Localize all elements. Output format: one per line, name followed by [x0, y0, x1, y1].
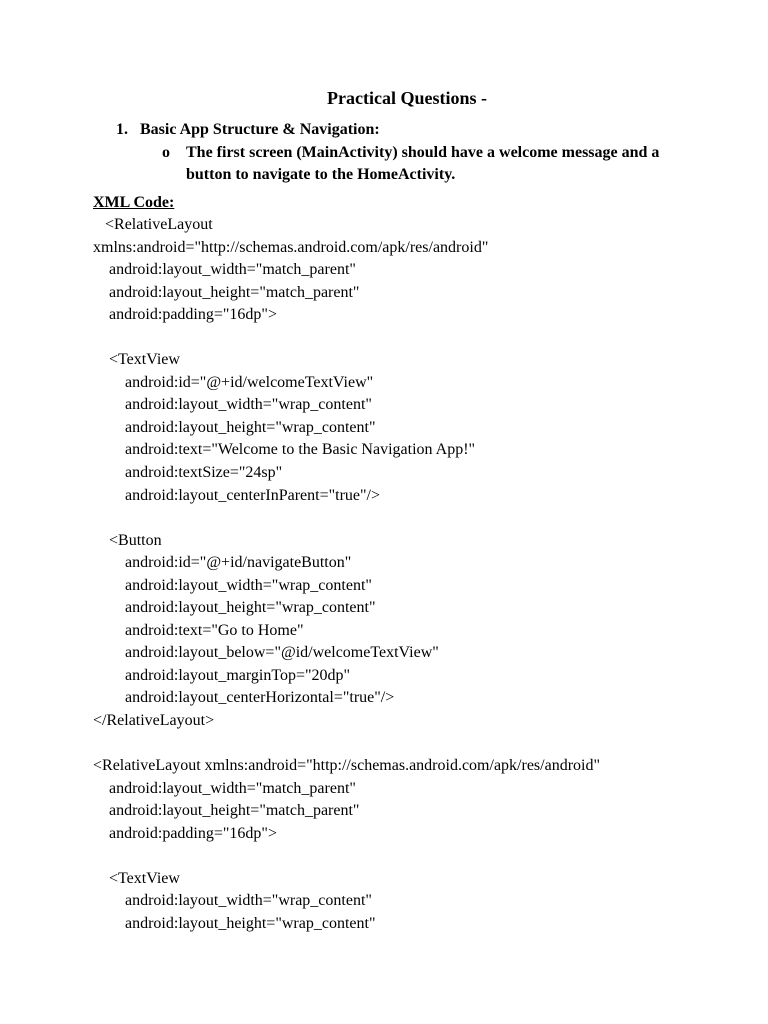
code-line: android:layout_centerHorizontal="true"/> — [93, 689, 395, 707]
code-line: android:layout_centerInParent="true"/> — [93, 486, 381, 504]
code-line — [93, 733, 733, 756]
code-line: android:layout_width="wrap_content" — [93, 576, 372, 594]
code-block — [93, 214, 733, 936]
code-line: xmlns:android="http://schemas.android.com/apk/res/android" — [93, 238, 489, 256]
code-line — [93, 327, 733, 350]
question-number: 1. — [116, 121, 128, 138]
code-line: android:layout_below="@id/welcomeTextView" — [93, 644, 439, 662]
code-line: android:layout_height="match_parent" — [93, 283, 360, 301]
code-line: <TextView — [93, 869, 180, 887]
code-line: android:layout_width="wrap_content" — [93, 892, 372, 910]
bullet-marker: o — [162, 144, 170, 161]
code-line: android:layout_width="match_parent" — [93, 779, 356, 797]
code-line: android:padding="16dp"> — [93, 824, 277, 842]
question-subtext: The first screen (MainActivity) should have a welcome message and a button to navigate to the HomeActivity. — [186, 144, 660, 183]
code-line: android:text="Go to Home" — [93, 621, 304, 639]
code-line: android:layout_width="match_parent" — [93, 261, 356, 279]
code-line: android:padding="16dp"> — [93, 306, 277, 324]
section-label: XML Code: — [93, 194, 175, 211]
page-title: Practical Questions - — [327, 88, 487, 108]
code-line — [93, 507, 733, 530]
code-line: <RelativeLayout xmlns:android="http://schemas.android.com/apk/res/android" — [93, 757, 600, 775]
code-line: <TextView — [93, 351, 180, 369]
code-line: android:layout_height="wrap_content" — [93, 599, 376, 617]
code-line — [93, 845, 733, 868]
code-line: android:text="Welcome to the Basic Navigation App!" — [93, 441, 476, 459]
code-line: </RelativeLayout> — [93, 712, 215, 730]
code-line: android:layout_height="wrap_content" — [93, 418, 376, 436]
code-line: <RelativeLayout — [93, 216, 213, 233]
code-line: android:textSize="24sp" — [93, 464, 283, 482]
code-line: android:layout_height="match_parent" — [93, 802, 360, 820]
question-heading-text: Basic App Structure & Navigation: — [140, 121, 380, 138]
code-line: android:id="@+id/navigateButton" — [93, 554, 352, 572]
code-line: <Button — [93, 531, 162, 549]
code-line: android:layout_marginTop="20dp" — [93, 666, 351, 684]
question-sub-item — [162, 142, 682, 186]
code-line: android:id="@+id/welcomeTextView" — [93, 373, 374, 391]
code-line: android:layout_height="wrap_content" — [93, 914, 376, 932]
code-line: android:layout_width="wrap_content" — [93, 396, 372, 414]
question-heading — [116, 120, 380, 140]
